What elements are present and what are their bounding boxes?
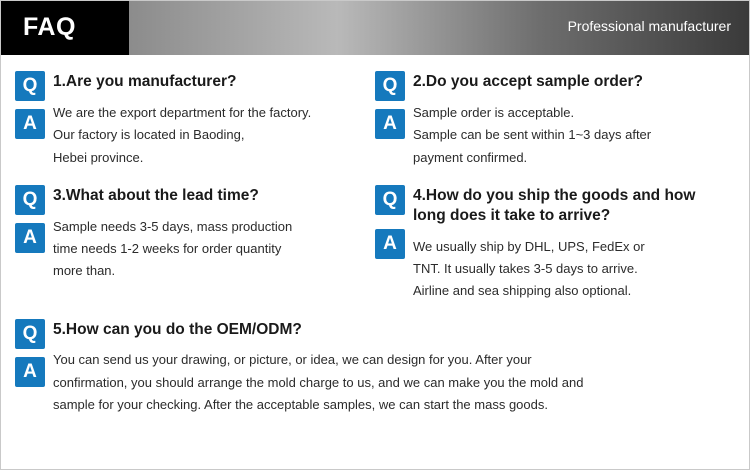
faq-badges [15,317,53,417]
faq-item [15,69,363,169]
faq-answer-line: We usually ship by DHL, UPS, FedEx or [413,238,645,254]
page-title: FAQ [23,13,76,41]
faq-item [15,183,363,283]
faq-answer-line: confirmation, you should arrange the mold charge to us, and we can make you the mold and [53,374,584,390]
page-header [1,1,749,55]
faq-answer-line: You can send us your drawing, or picture, or idea, we can design for you. After your [53,352,532,368]
faq-content [1,55,749,431]
faq-answer-line: Hebei province. [53,149,144,165]
faq-answer [413,236,723,303]
faq-badges [375,183,413,303]
faq-question: 2.Do you accept sample order? [413,73,643,90]
faq-body [413,183,723,303]
header-tagline: Professional manufacturer [567,18,731,34]
faq-answer-line: time needs 1-2 weeks for order quantity [53,241,282,257]
answer-badge: A [15,223,45,253]
faq-column-full [15,317,735,431]
question-badge: Q [15,71,45,101]
faq-column-left-2 [15,183,375,317]
question-badge: Q [375,71,405,101]
faq-question: 3.What about the lead time? [53,186,259,204]
faq-answer [413,102,723,169]
faq-answer [53,216,363,283]
faq-answer-line: Sample needs 3-5 days, mass production [53,218,293,234]
faq-question: 4.How do you ship the goods and how long does it take to arrive? [413,186,696,224]
faq-body [53,69,363,169]
faq-badges [15,69,53,169]
answer-badge: A [15,357,45,387]
faq-answer-line: Sample order is acceptable. [413,104,575,120]
faq-row-3 [15,317,735,431]
answer-badge: A [375,229,405,259]
faq-column-right-1 [375,69,735,183]
faq-row-1 [15,69,735,183]
header-black-wedge [101,1,129,55]
faq-answer-line: Airline and sea shipping also optional. [413,283,632,299]
faq-body [413,69,723,169]
faq-question: 5.How can you do the OEM/ODM? [53,320,302,338]
faq-answer [53,102,363,169]
faq-answer-line: TNT. It usually takes 3-5 days to arrive. [413,260,638,276]
faq-column-left-1 [15,69,375,183]
faq-answer [53,349,723,416]
faq-body [53,317,723,417]
faq-item [15,317,723,417]
faq-answer-line: Sample can be sent within 1~3 days after [413,127,652,143]
answer-badge: A [375,109,405,139]
question-badge: Q [15,185,45,215]
faq-answer-line: sample for your checking. After the acceptable samples, we can start the mass goods. [53,397,548,413]
faq-question: 1.Are you manufacturer? [53,73,237,90]
faq-item [375,69,723,169]
faq-item [375,183,723,303]
question-badge: Q [15,319,45,349]
faq-body [53,183,363,283]
faq-row-2 [15,183,735,317]
faq-answer-line: payment confirmed. [413,149,528,165]
question-badge: Q [375,185,405,215]
answer-badge: A [15,109,45,139]
faq-badges [15,183,53,283]
faq-column-right-2 [375,183,735,317]
faq-answer-line: We are the export department for the factory. [53,104,312,120]
faq-badges [375,69,413,169]
faq-answer-line: more than. [53,263,116,279]
faq-answer-line: Our factory is located in Baoding, [53,127,245,143]
